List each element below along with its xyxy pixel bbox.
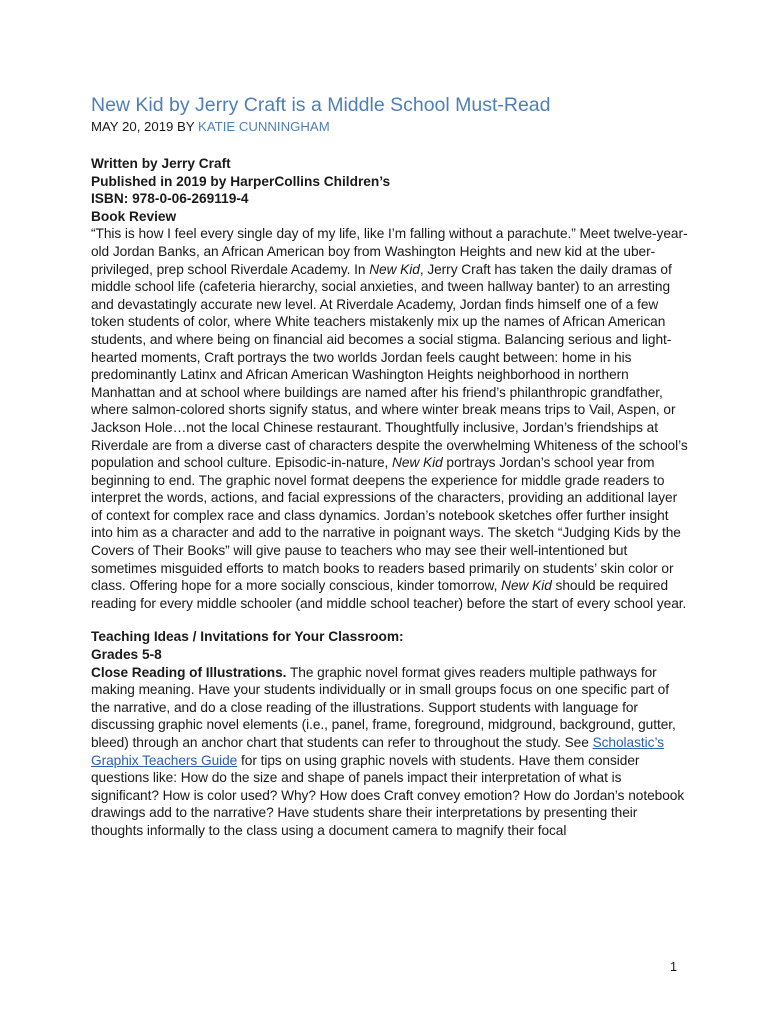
book-publisher: Published in 2019 by HarperCollins Children’s — [91, 173, 391, 189]
book-title-italic: New Kid — [392, 455, 443, 471]
review-text-3: portrays Jordan’s school year from beginning to end. The graphic novel format deepens the experience for middle grade readers to interpret the words, actions, and facial expressions of the characters, providing an additional layer of context for complex race and class dynamics. Jordan’s notebook sketches offer further insight into him as a character and add to the narrative in poignant ways. The sketch “Judging Kids by the Covers of Their Books” will give pause to teachers who may see their well-intentioned but sometimes misguided efforts to match books to readers based primarily on students’ skin color or class. Offering hope for a more socially conscious, kinder tomorrow, — [91, 455, 681, 594]
review-text-2: , Jerry Craft has taken the daily dramas of middle school life (cafeteria hierarchy, social anxieties, and tween hallway banter) to an arresting and devastatingly accurate new level. At Riverdale Academy, Jordan finds himself one of a few token students of color, where White teachers mistakenly mix up the names of African American students, and where being on financial aid becomes a social stigma. Balancing serious and light-hearted moments, Craft portrays the two worlds Jordan feels caught between: home in his predominantly Latinx and African American Washington Heights neighborhood in northern Manhattan and at school where buildings are named after his friend’s philanthropic grandfather, where salmon-colored shorts signify status, and where winter break means trips to Vail, Aspen, or Jackson Hole…not the local Chinese restaurant. Thoughtfully inclusive, Jordan’s friendships at Riverdale are from a diverse cast of characters despite the overwhelming Whiteness of the school’s population and school culture. Episodic-in-nature, — [91, 261, 688, 471]
teaching-subheading: Close Reading of Illustrations. — [91, 664, 287, 680]
book-isbn: ISBN: 978-0-06-269119-4 — [91, 191, 249, 207]
article-meta — [91, 118, 691, 136]
review-heading: Book Review — [91, 208, 177, 224]
page-number: 1 — [670, 960, 677, 974]
review-text-1: “This is how I feel every single day of my life, like I’m falling without a parachute.” Meet twelve-year-old Jordan Banks, an African American boy from Washington Heights and new kid at the uber-privileged, prep school Riverdale Academy. In — [91, 226, 688, 277]
grades-label: Grades 5-8 — [91, 647, 162, 663]
review-text-4: should be required reading for every middle schooler (and middle school teacher) before the start of every school year. — [91, 578, 687, 611]
article-title: New Kid by Jerry Craft is a Middle School Must-Read — [91, 94, 551, 116]
book-author: Written by Jerry Craft — [91, 156, 231, 171]
teaching-section — [91, 628, 691, 663]
teaching-paragraph — [91, 664, 691, 840]
document-page — [91, 92, 691, 840]
book-title-italic: New Kid — [369, 261, 420, 277]
teaching-text-1: The graphic novel format gives readers multiple pathways for making meaning. Have your students individually or in small groups focus on one specific part of the narrative, and do a close reading of the illustrations. Support students with language for discussing graphic novel elements (i.e., panel, frame, foreground, midground, background, gutter, bleed) through an anchor chart that students can refer to throughout the study. See — [91, 664, 676, 750]
article-date: MAY 20, 2019 BY — [91, 119, 199, 134]
teaching-heading: Teaching Ideas / Invitations for Your Classroom: — [91, 629, 404, 645]
graphix-guide-link[interactable]: Scholastic’s Graphix Teachers Guide — [91, 735, 664, 768]
teaching-text-2: for tips on using graphic novels with students. Have them consider questions like: How do the size and shape of panels impact their interpretation of what is significant? How is color used? Why? How does Craft convey emotion? How do Jordan’s notebook drawings add to the narrative? Have students share their interpretations by presenting their thoughts informally to the class using a document camera to magnify their focal — [91, 752, 685, 838]
book-title-italic: New Kid — [501, 578, 552, 594]
book-info — [91, 155, 691, 225]
review-paragraph — [91, 225, 691, 612]
article-author-link[interactable]: KATIE CUNNINGHAM — [198, 119, 330, 134]
